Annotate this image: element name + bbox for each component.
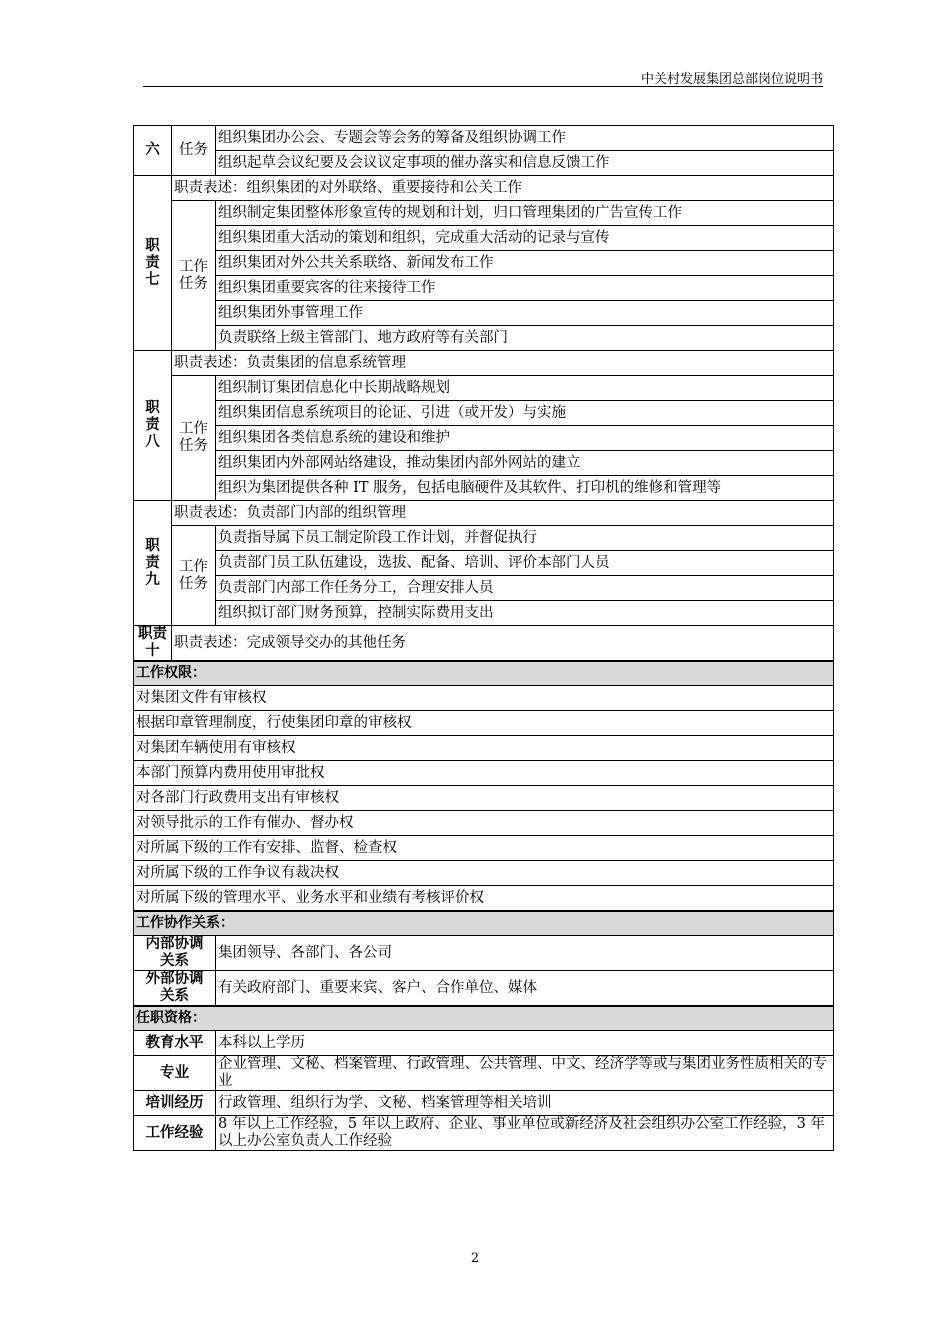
table-row xyxy=(134,126,834,151)
internal-coordination-label xyxy=(134,936,216,971)
table-row xyxy=(134,601,834,626)
duty8-task-label-line: 工作 xyxy=(179,421,208,437)
duty6-label: 六 xyxy=(134,126,172,176)
authority-item: 对各部门行政费用支出有审核权 xyxy=(134,786,834,811)
duty6-task: 组织集团办公会、专题会等会务的筹备及组织协调工作 xyxy=(216,126,834,151)
duty7-label xyxy=(134,176,172,351)
duty7-label-line: 职 xyxy=(145,237,160,254)
table-row xyxy=(134,736,834,761)
table-row xyxy=(134,836,834,861)
duty8-task: 组织集团信息系统项目的论证、引进（或开发）与实施 xyxy=(216,401,834,426)
experience-value: 8 年以上工作经验，5 年以上政府、企业、事业单位或新经济及社会组织办公室工作经验，3 年以上办公室负责人工作经验 xyxy=(216,1116,834,1151)
table-row xyxy=(134,426,834,451)
duty8-label-line: 责 xyxy=(145,417,160,433)
duty10-description: 职责表述：完成领导交办的其他任务 xyxy=(172,626,834,662)
table-row xyxy=(134,686,834,711)
authority-item: 对集团文件有审核权 xyxy=(134,686,834,711)
cooperation-section-title: 工作协作关系： xyxy=(134,911,834,936)
duty6-task-label: 任务 xyxy=(172,126,216,176)
table-row xyxy=(134,201,834,226)
external-coordination-label xyxy=(134,971,216,1007)
authority-item: 根据印章管理制度，行使集团印章的审核权 xyxy=(134,711,834,736)
section-header-row xyxy=(134,1006,834,1031)
table-row xyxy=(134,786,834,811)
header-divider xyxy=(143,86,823,87)
table-row xyxy=(134,1116,834,1151)
duty8-task: 组织为集团提供各种 IT 服务，包括电脑硬件及其软件、打印机的维修和管理等 xyxy=(216,476,834,501)
table-row xyxy=(134,576,834,601)
authority-item: 对所属下级的工作有安排、监督、检查权 xyxy=(134,836,834,861)
table-row xyxy=(134,326,834,351)
duty8-task: 组织制订集团信息化中长期战略规划 xyxy=(216,376,834,401)
table-row xyxy=(134,626,834,662)
duty8-task-label xyxy=(172,376,216,501)
table-row xyxy=(134,226,834,251)
table-row xyxy=(134,476,834,501)
duty8-label xyxy=(134,351,172,501)
duty10-label xyxy=(134,626,172,662)
internal-coordination-label-line: 内部协调 xyxy=(145,936,204,952)
section-header-row xyxy=(134,911,834,936)
duty9-task: 负责部门内部工作任务分工，合理安排人员 xyxy=(216,576,834,601)
table-row xyxy=(134,351,834,376)
education-value: 本科以上学历 xyxy=(216,1031,834,1056)
table-row xyxy=(134,251,834,276)
table-row xyxy=(134,936,834,971)
training-value: 行政管理、组织行为学、文秘、档案管理等相关培训 xyxy=(216,1091,834,1116)
duty9-task: 组织拟订部门财务预算，控制实际费用支出 xyxy=(216,601,834,626)
duty7-task: 组织集团重要宾客的往来接待工作 xyxy=(216,276,834,301)
internal-coordination-value: 集团领导、各部门、各公司 xyxy=(216,936,834,971)
major-value: 企业管理、文秘、档案管理、行政管理、公共管理、中文、经济学等或与集团业务性质相关的专业 xyxy=(216,1056,834,1091)
table-row xyxy=(134,1056,834,1091)
duty9-label-line: 九 xyxy=(145,571,160,588)
duty6-task: 组织起草会议纪要及会议议定事项的催办落实和信息反馈工作 xyxy=(216,151,834,176)
table-row xyxy=(134,861,834,886)
duty9-task-label-line: 任务 xyxy=(179,575,208,592)
table-row xyxy=(134,711,834,736)
experience-label: 工作经验 xyxy=(134,1116,216,1151)
major-label: 专业 xyxy=(134,1056,216,1091)
table-row xyxy=(134,971,834,1007)
external-coordination-label-line: 关系 xyxy=(160,988,189,1004)
duty8-task: 组织集团内外部网站络建设，推动集团内部外网站的建立 xyxy=(216,451,834,476)
duty7-task: 组织制定集团整体形象宣传的规划和计划，归口管理集团的广告宣传工作 xyxy=(216,201,834,226)
duty7-task: 组织集团对外公共关系联络、新闻发布工作 xyxy=(216,251,834,276)
duty8-label-line: 职 xyxy=(145,400,160,416)
duty7-task: 负责联络上级主管部门、地方政府等有关部门 xyxy=(216,326,834,351)
table-row xyxy=(134,301,834,326)
table-row xyxy=(134,451,834,476)
duty7-task: 组织集团外事管理工作 xyxy=(216,301,834,326)
duty7-description: 职责表述：组织集团的对外联络、重要接待和公关工作 xyxy=(172,176,834,201)
training-label: 培训经历 xyxy=(134,1091,216,1116)
duty9-label-line: 责 xyxy=(145,554,160,571)
duty9-label-line: 职 xyxy=(145,537,160,554)
internal-coordination-label-line: 关系 xyxy=(160,953,189,969)
duty10-label-line: 十 xyxy=(145,643,160,659)
duty8-task: 组织集团各类信息系统的建设和维护 xyxy=(216,426,834,451)
duty7-task: 组织集团重大活动的策划和组织，完成重大活动的记录与宣传 xyxy=(216,226,834,251)
duty7-task-label-line: 工作 xyxy=(179,258,208,275)
table-row xyxy=(134,811,834,836)
duty7-label-line: 七 xyxy=(145,271,160,288)
page-number: 2 xyxy=(470,1251,480,1266)
authority-item: 对集团车辆使用有审核权 xyxy=(134,736,834,761)
table-row xyxy=(134,176,834,201)
table-row xyxy=(134,151,834,176)
section-header-row xyxy=(134,661,834,686)
qualification-section-title: 任职资格： xyxy=(134,1006,834,1031)
duty9-task: 负责部门员工队伍建设，选拔、配备、培训、评价本部门人员 xyxy=(216,551,834,576)
authority-section-title: 工作权限： xyxy=(134,661,834,686)
external-coordination-label-line: 外部协调 xyxy=(145,971,204,987)
table-row xyxy=(134,1091,834,1116)
education-label: 教育水平 xyxy=(134,1031,216,1056)
duty9-task-label xyxy=(172,526,216,626)
duty9-description: 职责表述：负责部门内部的组织管理 xyxy=(172,501,834,526)
duty7-task-label-line: 任务 xyxy=(179,275,208,292)
duty10-label-line: 职责 xyxy=(138,626,167,642)
authority-item: 对所属下级的工作争议有裁决权 xyxy=(134,861,834,886)
table-row xyxy=(134,276,834,301)
duty8-task-label-line: 任务 xyxy=(179,438,208,454)
table-row xyxy=(134,526,834,551)
external-coordination-value: 有关政府部门、重要来宾、客户、合作单位、媒体 xyxy=(216,971,834,1007)
job-description-table xyxy=(133,125,834,1151)
authority-item: 本部门预算内费用使用审批权 xyxy=(134,761,834,786)
table-row xyxy=(134,551,834,576)
authority-item: 对领导批示的工作有催办、督办权 xyxy=(134,811,834,836)
table-row xyxy=(134,501,834,526)
authority-item: 对所属下级的管理水平、业务水平和业绩有考核评价权 xyxy=(134,886,834,912)
duty8-label-line: 八 xyxy=(145,434,160,450)
duty7-label-line: 责 xyxy=(145,254,160,271)
duty8-description: 职责表述：负责集团的信息系统管理 xyxy=(172,351,834,376)
duty7-task-label xyxy=(172,201,216,351)
document-header-title: 中关村发展集团总部岗位说明书 xyxy=(640,72,823,87)
table-row xyxy=(134,401,834,426)
duty9-task: 负责指导属下员工制定阶段工作计划，并督促执行 xyxy=(216,526,834,551)
table-row xyxy=(134,376,834,401)
duty9-task-label-line: 工作 xyxy=(179,558,208,575)
table-row xyxy=(134,1031,834,1056)
table-row xyxy=(134,761,834,786)
table-row xyxy=(134,886,834,912)
duty9-label xyxy=(134,501,172,626)
